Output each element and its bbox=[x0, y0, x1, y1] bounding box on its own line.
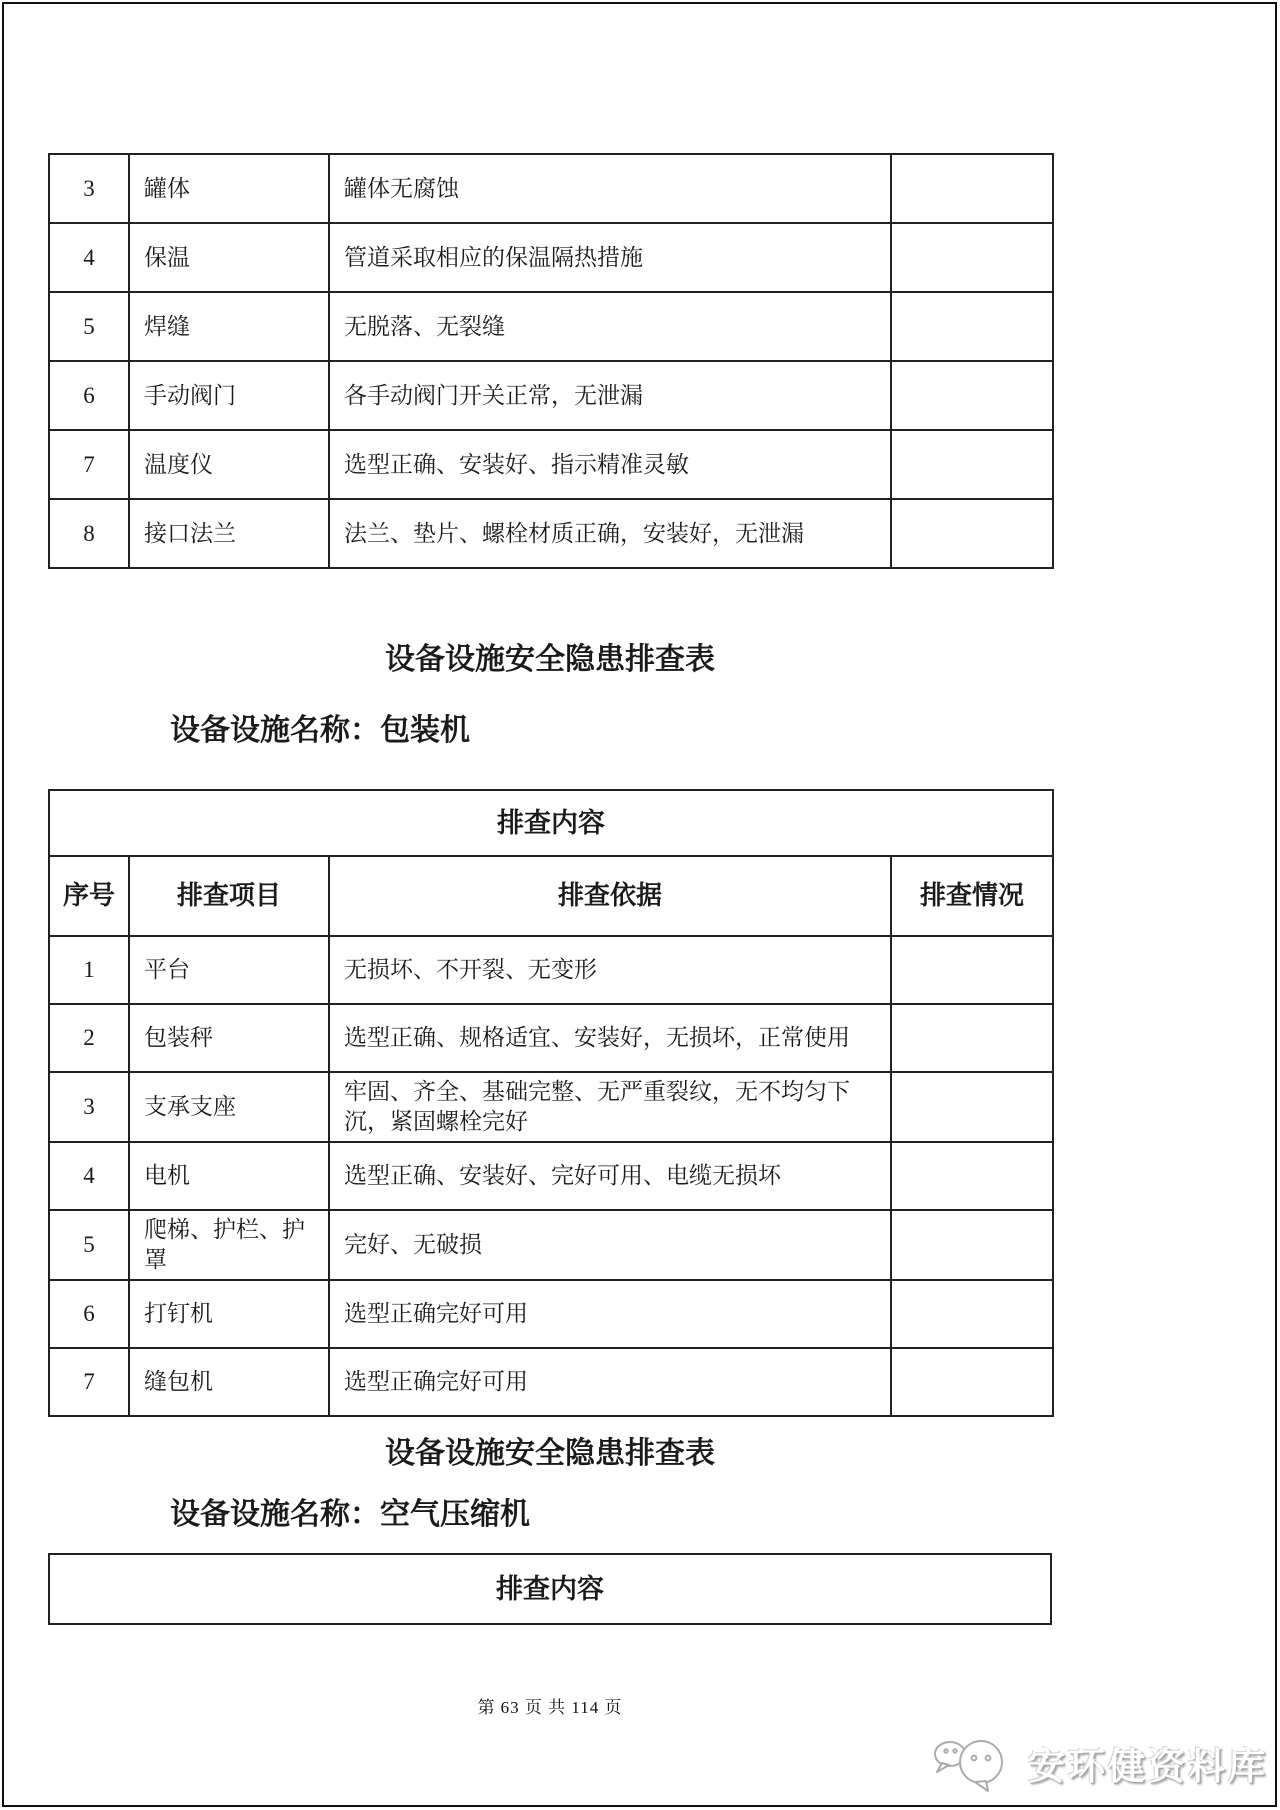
cell-status bbox=[891, 154, 1053, 223]
cell-status bbox=[891, 1072, 1053, 1142]
merged-header-row bbox=[49, 1554, 1051, 1624]
table-row bbox=[49, 1072, 1053, 1142]
cell-no: 6 bbox=[49, 1280, 129, 1348]
cell-no: 3 bbox=[49, 154, 129, 223]
inspection-table-packing-body bbox=[49, 936, 1053, 1416]
cell-no: 4 bbox=[49, 223, 129, 292]
page-number: 第 63 页 共 114 页 bbox=[477, 1698, 623, 1717]
cell-item: 平台 bbox=[129, 936, 329, 1004]
cell-basis: 管道采取相应的保温隔热措施 bbox=[329, 223, 891, 292]
cell-no: 8 bbox=[49, 499, 129, 568]
cell-item: 保温 bbox=[129, 223, 329, 292]
cell-item: 缝包机 bbox=[129, 1348, 329, 1416]
cell-status bbox=[891, 1280, 1053, 1348]
cell-basis: 牢固、齐全、基础完整、无严重裂纹，无不均匀下沉，紧固螺栓完好 bbox=[329, 1072, 891, 1142]
merged-header-cell: 排查内容 bbox=[49, 1554, 1051, 1624]
cell-basis: 罐体无腐蚀 bbox=[329, 154, 891, 223]
watermark-text: 安环健资料库 bbox=[1028, 1746, 1268, 1787]
cell-item: 包装秤 bbox=[129, 1004, 329, 1072]
section-title-compressor: 设备设施安全隐患排查表 bbox=[385, 1437, 715, 1470]
document-page bbox=[48, 0, 1052, 1718]
cell-no: 5 bbox=[49, 1210, 129, 1280]
cell-basis: 选型正确、安装好、指示精准灵敏 bbox=[329, 430, 891, 499]
cell-item: 电机 bbox=[129, 1142, 329, 1210]
cell-basis: 完好、无破损 bbox=[329, 1210, 891, 1280]
cell-basis: 各手动阀门开关正常，无泄漏 bbox=[329, 361, 891, 430]
column-header-status: 排查情况 bbox=[891, 856, 1053, 936]
cell-item: 爬梯、护栏、护罩 bbox=[129, 1210, 329, 1280]
cell-item: 支承支座 bbox=[129, 1072, 329, 1142]
table-row bbox=[49, 361, 1053, 430]
table-row bbox=[49, 154, 1053, 223]
column-header-row bbox=[49, 856, 1053, 936]
cell-basis: 无脱落、无裂缝 bbox=[329, 292, 891, 361]
cell-item: 接口法兰 bbox=[129, 499, 329, 568]
cell-status bbox=[891, 499, 1053, 568]
inspection-table-compressor bbox=[48, 1553, 1052, 1625]
cell-status bbox=[891, 1210, 1053, 1280]
merged-header-row bbox=[49, 790, 1053, 856]
table-row bbox=[49, 936, 1053, 1004]
table-row bbox=[49, 1142, 1053, 1210]
cell-status bbox=[891, 292, 1053, 361]
inspection-table-packing-machine bbox=[48, 789, 1054, 1417]
cell-no: 5 bbox=[49, 292, 129, 361]
cell-no: 3 bbox=[49, 1072, 129, 1142]
cell-no: 4 bbox=[49, 1142, 129, 1210]
cell-item: 手动阀门 bbox=[129, 361, 329, 430]
cell-status bbox=[891, 1348, 1053, 1416]
table-row bbox=[49, 292, 1053, 361]
cell-basis: 无损坏、不开裂、无变形 bbox=[329, 936, 891, 1004]
cell-status bbox=[891, 223, 1053, 292]
cell-item: 罐体 bbox=[129, 154, 329, 223]
cell-status bbox=[891, 1142, 1053, 1210]
cell-basis: 法兰、垫片、螺栓材质正确，安装好，无泄漏 bbox=[329, 499, 891, 568]
cell-item: 温度仪 bbox=[129, 430, 329, 499]
cell-no: 1 bbox=[49, 936, 129, 1004]
column-header-item: 排查项目 bbox=[129, 856, 329, 936]
cell-basis: 选型正确、安装好、完好可用、电缆无损坏 bbox=[329, 1142, 891, 1210]
cell-basis: 选型正确完好可用 bbox=[329, 1280, 891, 1348]
table-row bbox=[49, 223, 1053, 292]
cell-no: 7 bbox=[49, 430, 129, 499]
cell-no: 7 bbox=[49, 1348, 129, 1416]
cell-no: 2 bbox=[49, 1004, 129, 1072]
inspection-table-continued bbox=[48, 153, 1054, 569]
table-row bbox=[49, 1280, 1053, 1348]
table-row bbox=[49, 499, 1053, 568]
cell-status bbox=[891, 936, 1053, 1004]
table-row bbox=[49, 430, 1053, 499]
watermark bbox=[930, 1732, 1268, 1794]
cell-status bbox=[891, 430, 1053, 499]
cell-basis: 选型正确、规格适宜、安装好，无损坏，正常使用 bbox=[329, 1004, 891, 1072]
cell-item: 打钉机 bbox=[129, 1280, 329, 1348]
section-title-packing: 设备设施安全隐患排查表 bbox=[385, 643, 715, 676]
table-row bbox=[49, 1348, 1053, 1416]
table-row bbox=[49, 1004, 1053, 1072]
cell-basis: 选型正确完好可用 bbox=[329, 1348, 891, 1416]
merged-header-cell: 排查内容 bbox=[49, 790, 1053, 856]
column-header-no: 序号 bbox=[49, 856, 129, 936]
cell-status bbox=[891, 1004, 1053, 1072]
column-header-basis: 排查依据 bbox=[329, 856, 891, 936]
cell-item: 焊缝 bbox=[129, 292, 329, 361]
cell-status bbox=[891, 361, 1053, 430]
inspection-table-continued-body bbox=[49, 154, 1053, 568]
cell-no: 6 bbox=[49, 361, 129, 430]
equipment-name-packing: 设备设施名称：包装机 bbox=[170, 714, 470, 747]
equipment-name-compressor: 设备设施名称：空气压缩机 bbox=[170, 1498, 530, 1531]
table-row bbox=[49, 1210, 1053, 1280]
chat-bubbles-icon bbox=[930, 1732, 1018, 1794]
